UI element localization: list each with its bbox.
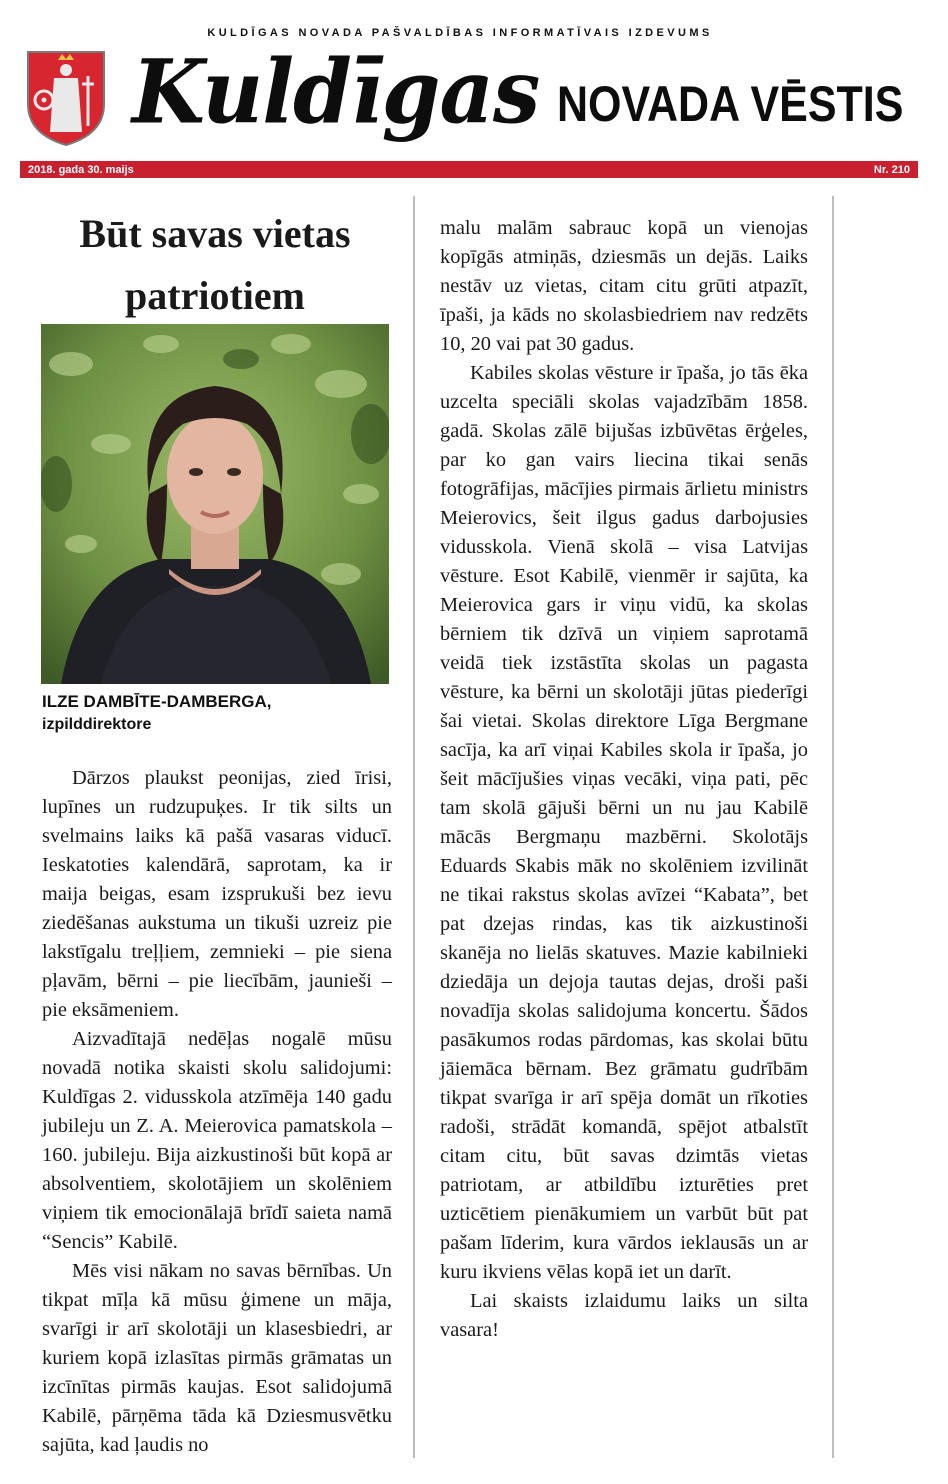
issue-number: Nr. 210 bbox=[873, 163, 910, 176]
publisher-line: KULDĪGAS NOVADA PAŠVALDĪBAS INFORMATĪVAIS IZDEVUMS bbox=[207, 27, 713, 39]
column-divider bbox=[832, 196, 834, 1458]
title-rest: NOVADA VĒSTIS bbox=[557, 76, 904, 132]
paragraph-continuation: malu malām sabrauc kopā un vienojas kopīgās atmiņās, dziesmās un dejās. Laiks nestāv uz vietas, citam citu grūti atpazīt, īpaši, ja kāds no skolasbiedriem nav redzēts 10, 20 vai pat 30 gadus. bbox=[440, 217, 808, 355]
article-body-right bbox=[440, 214, 808, 1345]
newspaper-title bbox=[132, 39, 948, 152]
title-script: Kuldīgas bbox=[132, 39, 540, 144]
paragraph: Kabiles skolas vēsture ir īpaša, jo tās ēka uzcelta speciāli skolas vajadzībām 1858. gadā. Skolas zālē bijušas izbūvētas ērģeles, par ko gan vairs liecina tikai senās fotogrāfijas, mācījies pirmais ārlietu ministrs Meierovics, šeit ilgus gadus darbojusies vidusskola. Vienā skolā – visa Latvijas vēsture. Esot Kabilē, vienmēr ir sajūta, ka Meierovica gars ir viņu vidū, ka skolas bērniem tik dzīvā un viņiem saprotamā veidā tiek izstāstīta skolas un pagasta vēsture, ka bērni un skolotāji jūtas piederīgi šai vietai. Skolas direktore Līga Bergmane sacīja, ka arī viņai Kabiles skola ir īpaša, jo šeit mācījušies viņas vecāki, viņa pati, pēc tam skolā gājuši bērni un nu jau Kabilē mācās Bergmaņu mazbērni. Skolotājs Eduards Skabis māk no skolēniem izvilināt ne tikai rakstus skolas avīzei “Kabata”, bet pat dzejas rindas, kas tik aizkustinoši skanēja no lielās skatuves. Mazie kabilnieki dziedāja un dejoja tautas dejas, droši paši novadīja skolas salidojuma koncertu. Šādos pasākumos rodas pārdomas, kas skolai būtu jāiemāca bērnam. Bez grāmatu gudrībām tikpat svarīga ir arī spēja domāt un rīkoties radoši, strādāt komandā, spējot atbalstīt citam citu, būt savas dzimtās vietas patriotam, ar atbildību izturēties pret uzticētiem pienākumiem un varbūt būt pat pašam līderim, kura vārdos ieklausās un ar kuru ikviens vēlas kopā iet un darīt. bbox=[440, 362, 808, 1283]
author-photo bbox=[41, 324, 389, 684]
paragraph: Dārzos plaukst peonijas, zied īrisi, lupīnes un rudzupuķes. Ir tik silts un svelmains laiks kā pašā vasaras viducī. Ieskatoties kalendārā, saprotam, ka ir maija beigas, esam izsprukuši bez ievu ziedēšanas aukstuma un tikuši uzreiz pie lakstīgalu treļļiem, zemnieki – pie siena pļavām, bērni – pie liecībām, jaunieši – pie eksāmeniem. bbox=[42, 767, 392, 1021]
issue-bar bbox=[20, 161, 918, 178]
paragraph: Aizvadītajā nedēļas nogalē mūsu novadā notika skaisti skolu salidojumi: Kuldīgas 2. vidusskola atzīmēja 140 gadu jubileju un Z. A. Meierovica pamatskola – 160. jubileju. Bija aizkustinoši būt kopā ar absolventiem, skolotājiem un skolēniem viņiem tik emocionālajā brīdī saieta namā “Sencis” Kabilē. bbox=[42, 1028, 392, 1253]
coat-of-arms-icon bbox=[24, 48, 108, 148]
issue-date: 2018. gada 30. maijs bbox=[28, 163, 134, 176]
author-role: izpilddirektore bbox=[42, 716, 152, 733]
article-headline: Būt savas vietas patriotiem bbox=[79, 211, 351, 318]
article-body-left bbox=[42, 764, 392, 1460]
paragraph: Lai skaists izlaidumu laiks un silta vasara! bbox=[440, 1290, 808, 1341]
paragraph: Mēs visi nākam no savas bērnības. Un tikpat mīļa kā mūsu ģimene un māja, svarīgi ir arī skolotāji un klasesbiedri, ar kuriem kopā izlasītas pirmās grāmatas un izcīnītas pirmās kaujas. Esot salidojumā Kabilē, pārņēma tāda kā Dziesmusvētku sajūta, kad ļaudis no bbox=[42, 1260, 392, 1456]
author-name: ILZE DAMBĪTE-DAMBERGA, bbox=[42, 692, 272, 711]
column-divider bbox=[413, 196, 415, 1458]
